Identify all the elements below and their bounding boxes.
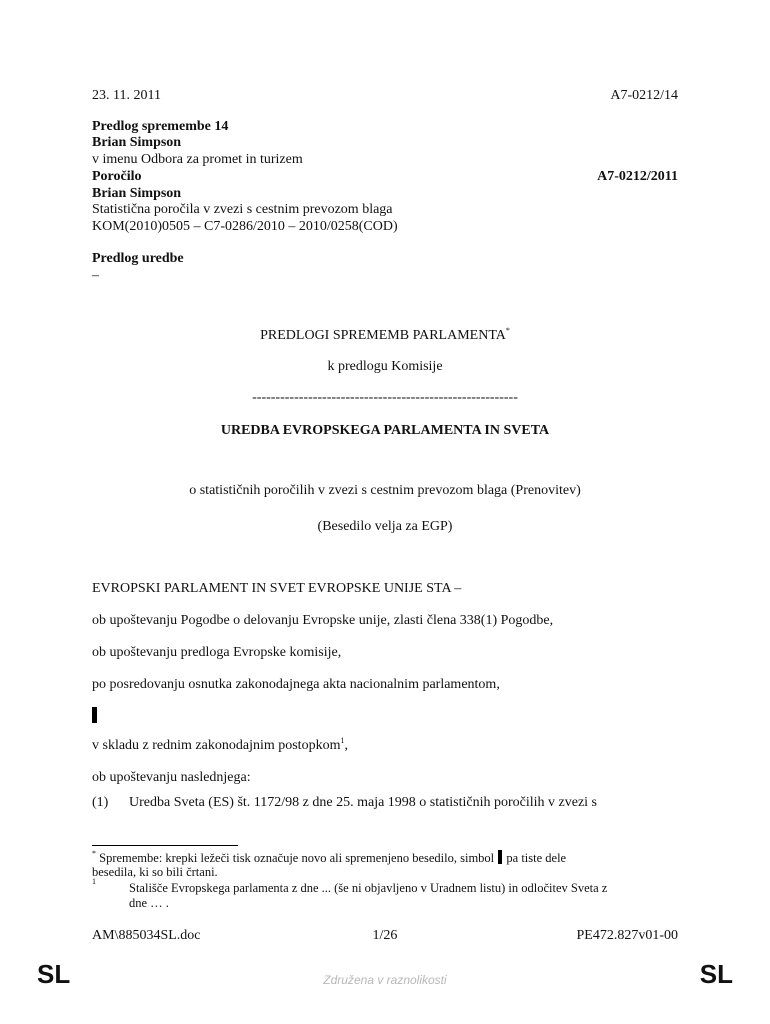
footnote-1-text-b: pa tiste dele — [506, 851, 567, 865]
citation-treaty: ob upoštevanju Pogodbe o delovanju Evropske unije, zlasti člena 338(1) Pogodbe, — [92, 613, 554, 628]
language-code-left: SL — [37, 959, 71, 989]
footnote-separator — [92, 845, 238, 846]
language-code-right: SL — [699, 959, 733, 989]
proposal-dash: – — [92, 268, 99, 283]
procedure-reference: KOM(2010)0505 – C7-0286/2010 – 2010/0258(COD) — [92, 219, 398, 234]
preamble-intro: EVROPSKI PARLAMENT IN SVET EVROPSKE UNIJE STA – — [92, 581, 462, 596]
deletion-symbol-icon — [498, 850, 502, 864]
to-commission-proposal: k predlogu Komisije — [327, 359, 443, 374]
footer-pe-number: PE472.827v01-00 — [576, 928, 678, 943]
report-subject: Statistična poročila v zvezi s cestnim prevozom blaga — [92, 202, 393, 217]
footnote-ref-1: 1 — [340, 736, 345, 745]
citation-procedure — [92, 737, 348, 754]
footnote-1-line2: besedila, ki so bili črtani. — [92, 865, 218, 879]
footer-page-number: 1/26 — [372, 928, 398, 943]
recital-text: Uredba Sveta (ES) št. 1172/98 z dne 25. maja 1998 o statističnih poročilih v zvezi s — [129, 795, 597, 810]
footnote-1-text-a: Spremembe: krepki ležeči tisk označuje novo ali spremenjeno besedilo, simbol — [96, 851, 495, 865]
footnote-2-mark — [92, 879, 96, 894]
rapporteur: Brian Simpson — [92, 186, 182, 201]
citation-national-parliaments: po posredovanju osnutka zakonodajnega akta nacionalnim parlamentom, — [92, 677, 500, 692]
footer-filename: AM\885034SL.doc — [92, 928, 201, 943]
eea-relevance: (Besedilo velja za EGP) — [317, 519, 453, 534]
proposal-label: Predlog uredbe — [92, 251, 184, 266]
regulation-subject: o statističnih poročilih v zvezi s cestnim prevozom blaga (Prenovitev) — [189, 483, 581, 498]
footnote-2-line2: dne … . — [129, 896, 169, 910]
footnote-1-mark: * — [92, 849, 96, 858]
document-reference: A7-0212/14 — [610, 88, 678, 103]
amendment-author: Brian Simpson — [92, 135, 182, 150]
footnote-2-mark-sup: 1 — [92, 877, 96, 886]
report-label: Poročilo — [92, 169, 142, 184]
deletion-bar-icon — [92, 707, 97, 723]
amendment-number: Predlog spremembe 14 — [92, 119, 229, 134]
amendments-heading-text: PREDLOGI SPREMEMB PARLAMENTA — [260, 328, 506, 343]
citation-commission: ob upoštevanju predloga Evropske komisije, — [92, 645, 342, 660]
eu-motto: Združena v raznolikosti — [323, 973, 447, 987]
document-date: 23. 11. 2011 — [92, 88, 161, 103]
report-reference: A7-0212/2011 — [597, 169, 678, 184]
amendments-footnote-mark: * — [505, 326, 510, 335]
citation-procedure-text: v skladu z rednim zakonodajnim postopkom — [92, 738, 341, 753]
deletion-marker — [92, 707, 97, 725]
footnote-1-line1 — [92, 850, 566, 866]
on-behalf-of: v imenu Odbora za promet in turizem — [92, 152, 303, 167]
citation-procedure-comma: , — [344, 738, 348, 753]
dash-separator: --------------------------------------------------------- — [252, 390, 518, 405]
recital-number: (1) — [92, 795, 109, 810]
footnote-2-line1: Stališče Evropskega parlamenta z dne ... (še ni objavljeno v Uradnem listu) in odločitev Sveta z — [129, 881, 608, 895]
recitals-intro: ob upoštevanju naslednjega: — [92, 770, 251, 785]
amendments-heading — [0, 327, 770, 344]
regulation-title: UREDBA EVROPSKEGA PARLAMENTA IN SVETA — [220, 423, 550, 438]
